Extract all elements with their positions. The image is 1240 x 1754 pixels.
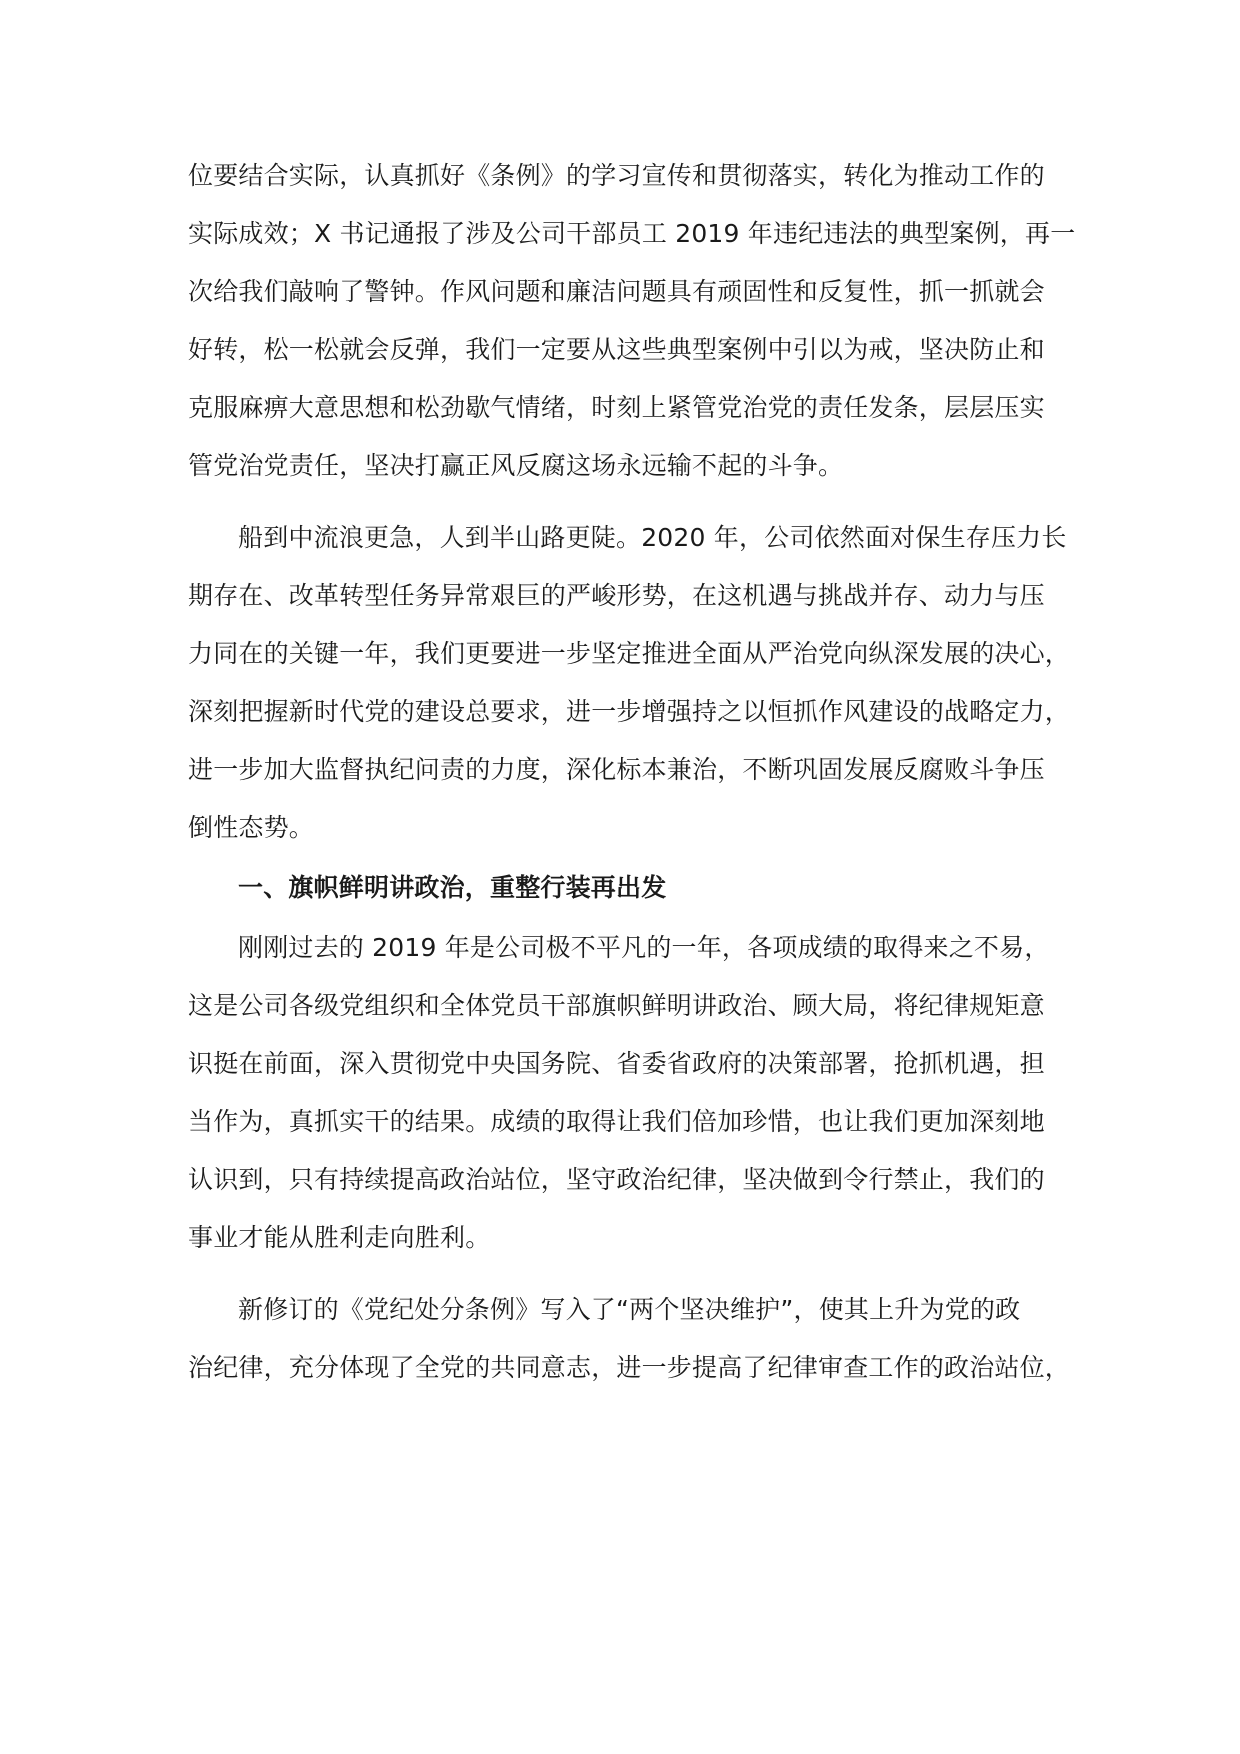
paragraph-1-line-2: 实际成效；X 书记通报了涉及公司干部员工 2019 年违纪违法的典型案例，再一 [188, 219, 1076, 248]
paragraph-1-line-1: 位要结合实际，认真抓好《条例》的学习宣传和贯彻落实，转化为推动工作的 [188, 161, 1045, 190]
paragraph-3-line-1: 刚刚过去的 2019 年是公司极不平凡的一年，各项成绩的取得来之不易， [238, 933, 1050, 962]
paragraph-1-line-3: 次给我们敲响了警钟。作风问题和廉洁问题具有顽固性和反复性，抓一抓就会 [188, 277, 1045, 306]
paragraph-3-line-2: 这是公司各级党组织和全体党员干部旗帜鲜明讲政治、顾大局，将纪律规矩意 [188, 991, 1045, 1020]
paragraph-2-line-3: 力同在的关键一年，我们更要进一步坚定推进全面从严治党向纵深发展的决心， [188, 639, 1071, 668]
paragraph-1-line-5: 克服麻痹大意思想和松劲歇气情绪，时刻上紧管党治党的责任发条，层层压实 [188, 393, 1045, 422]
section-heading: 一、旗帜鲜明讲政治，重整行装再出发 [238, 873, 667, 902]
paragraph-2-line-6: 倒性态势。 [188, 813, 315, 842]
paragraph-4-line-1: 新修订的《党纪处分条例》写入了“两个坚决维护”，使其上升为党的政 [238, 1295, 1021, 1324]
paragraph-3-line-3: 识挺在前面，深入贯彻党中央国务院、省委省政府的决策部署，抢抓机遇，担 [188, 1049, 1045, 1078]
paragraph-2-line-1: 船到中流浪更急，人到半山路更陡。2020 年，公司依然面对保生存压力长 [238, 523, 1067, 552]
paragraph-3-line-5: 认识到，只有持续提高政治站位，坚守政治纪律，坚决做到令行禁止，我们的 [188, 1165, 1045, 1194]
paragraph-2-line-5: 进一步加大监督执纪问责的力度，深化标本兼治，不断巩固发展反腐败斗争压 [188, 755, 1045, 784]
paragraph-2-line-2: 期存在、改革转型任务异常艰巨的严峻形势，在这机遇与挑战并存、动力与压 [188, 581, 1045, 610]
paragraph-1-line-6: 管党治党责任，坚决打赢正风反腐这场永远输不起的斗争。 [188, 451, 844, 480]
paragraph-1-line-4: 好转，松一松就会反弹，我们一定要从这些典型案例中引以为戒，坚决防止和 [188, 335, 1045, 364]
paragraph-3-line-6: 事业才能从胜利走向胜利。 [188, 1223, 491, 1252]
paragraph-2-line-4: 深刻把握新时代党的建设总要求，进一步增强持之以恒抓作风建设的战略定力， [188, 697, 1071, 726]
paragraph-3-line-4: 当作为，真抓实干的结果。成绩的取得让我们倍加珍惜，也让我们更加深刻地 [188, 1107, 1045, 1136]
paragraph-4-line-2: 治纪律，充分体现了全党的共同意志，进一步提高了纪律审查工作的政治站位， [188, 1353, 1071, 1382]
